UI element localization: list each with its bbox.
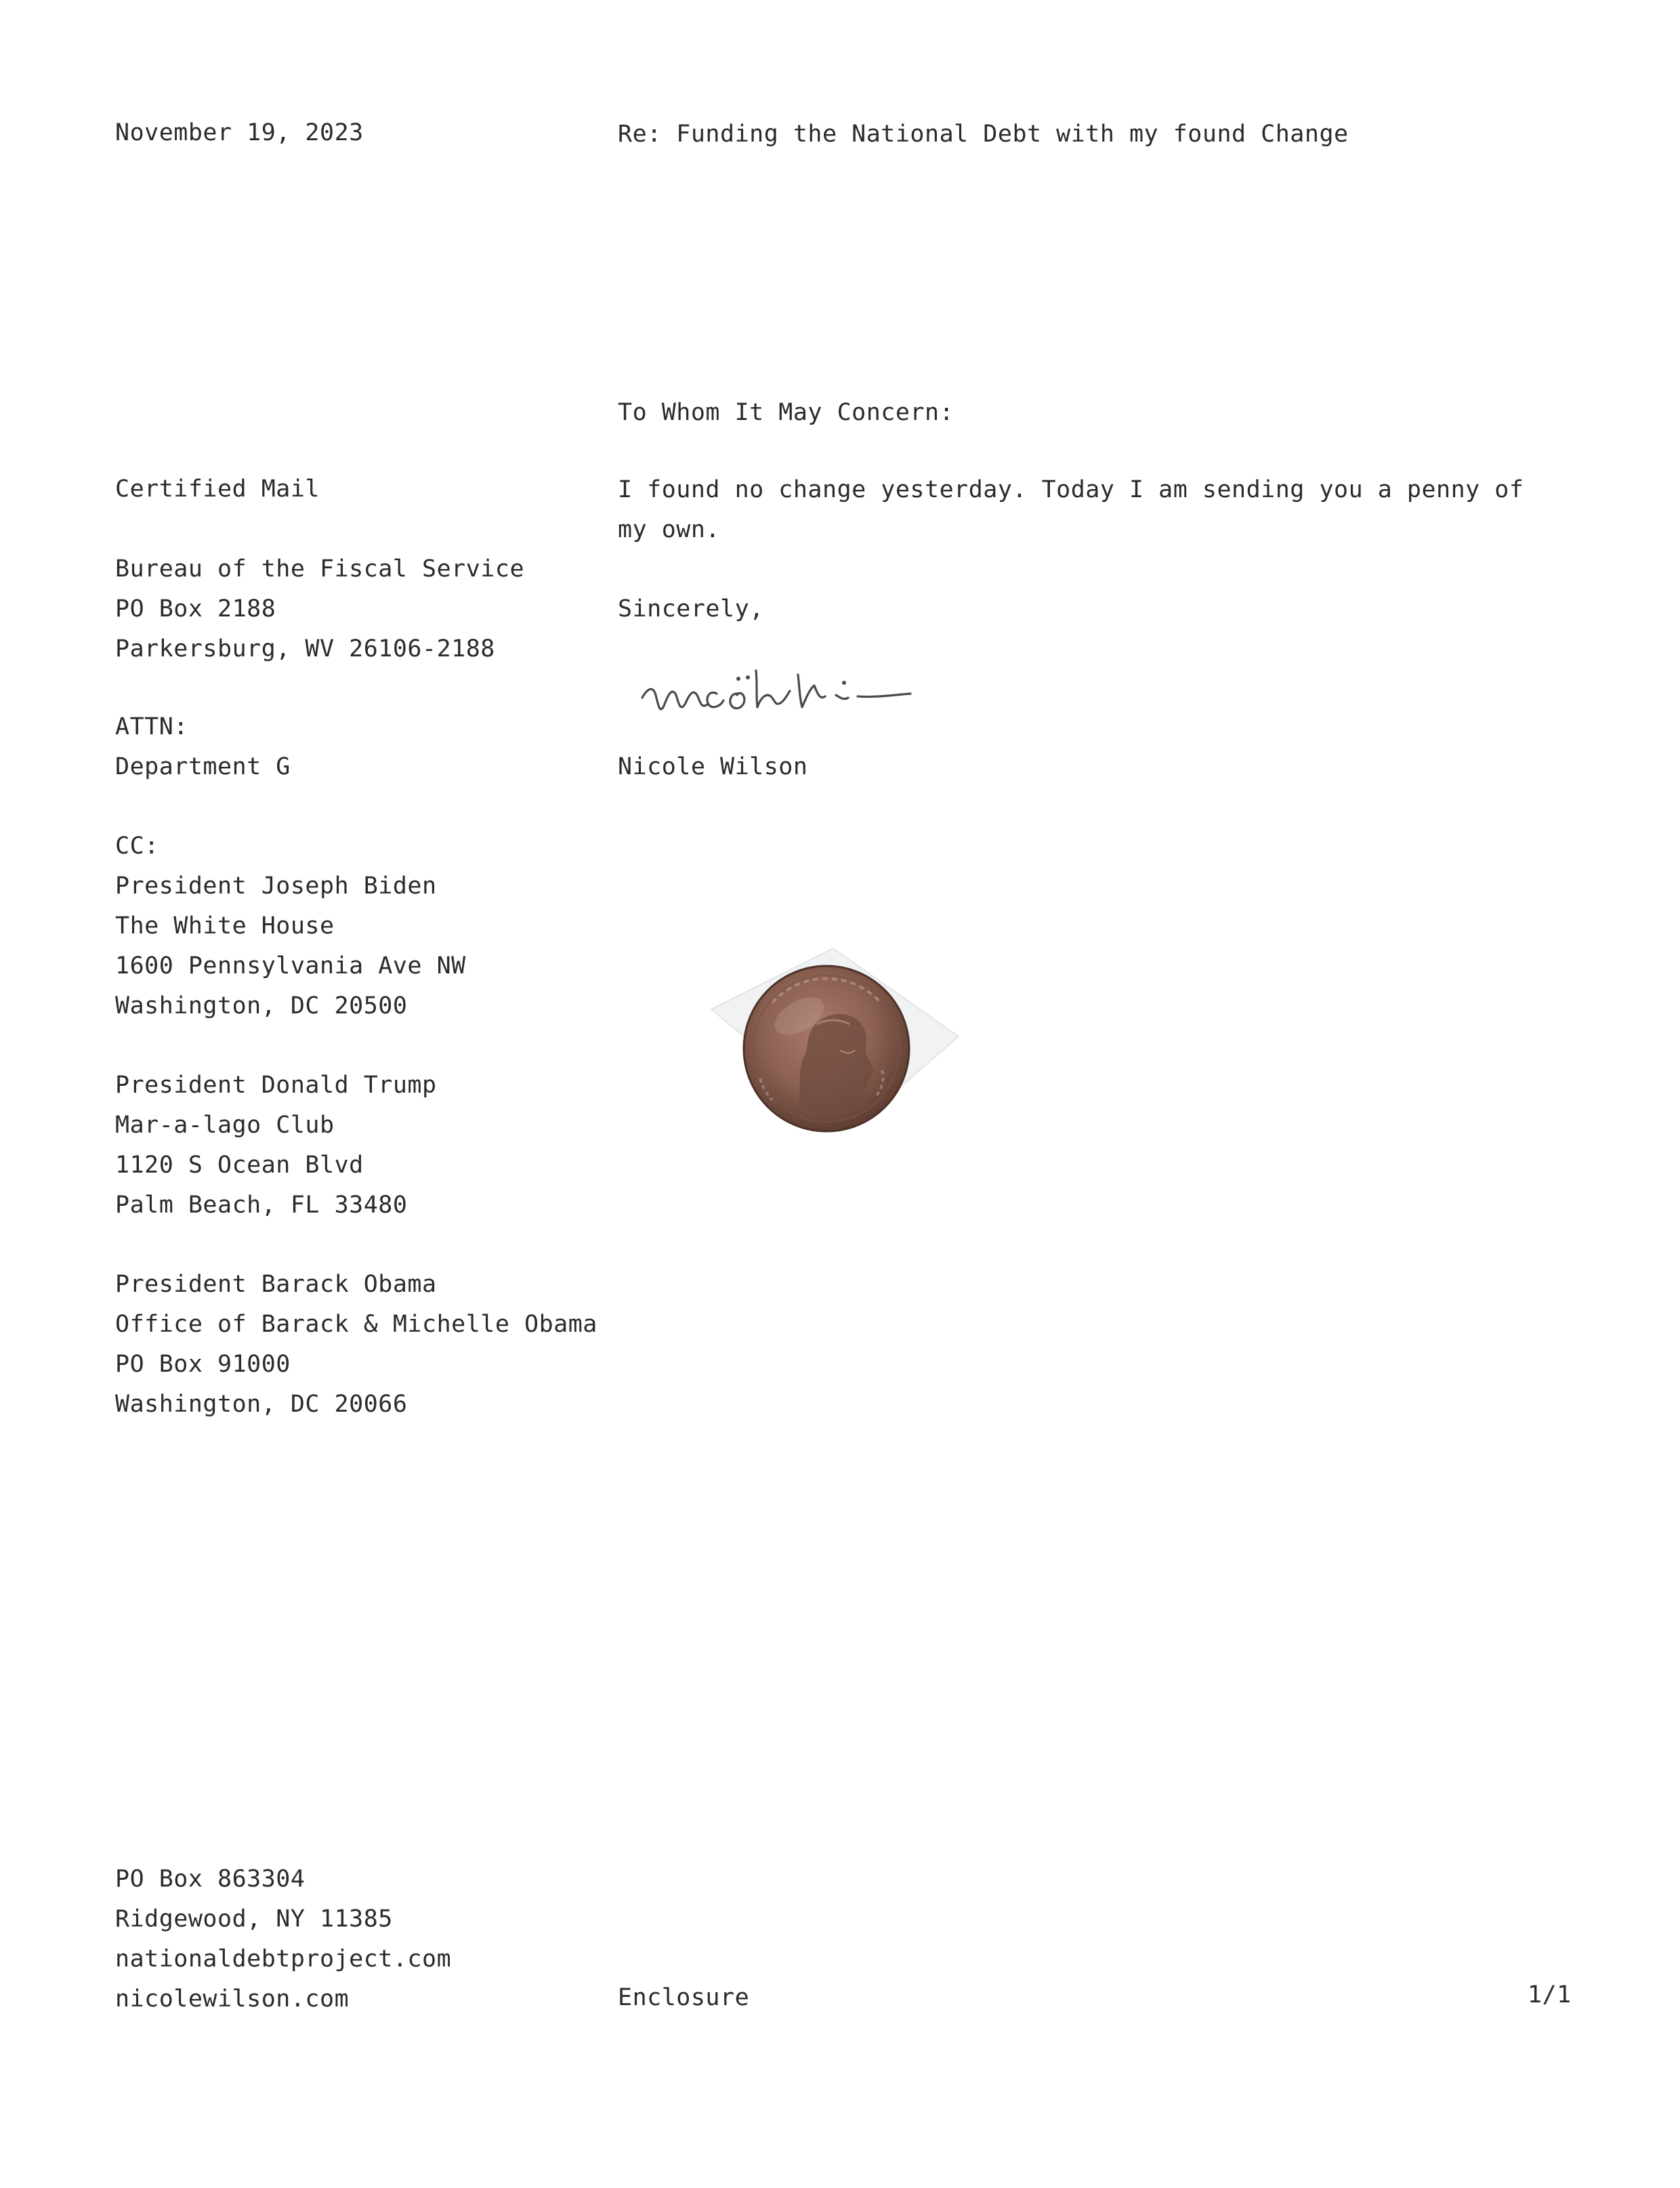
cc-line: Palm Beach, FL 33480 [115,1192,408,1219]
penny-coin-icon [698,935,969,1158]
sender-line: Ridgewood, NY 11385 [115,1906,393,1933]
letter-closing: Sincerely, [618,595,764,623]
cc-line: Washington, DC 20066 [115,1391,408,1418]
sender-website-link: nicolewilson.com [115,1985,350,2013]
cc-block [115,826,597,1425]
enclosure-note: Enclosure [618,1984,750,2011]
recipient-address [115,549,524,669]
attn-block [115,707,291,787]
cc-label: CC: [115,833,159,860]
letter-date: November 19, 2023 [115,119,364,146]
letter-body: I found no change yesterday. Today I am sending you a penny of my own. [618,476,1524,543]
cc-line: Mar-a-lago Club [115,1112,335,1139]
sender-website-link: nationaldebtproject.com [115,1945,452,1973]
sender-address [115,1859,451,2019]
page-number: 1/1 [1528,1981,1572,2008]
cc-line: 1120 S Ocean Blvd [115,1152,364,1179]
delivery-method: Certified Mail [115,476,320,503]
signer-name: Nicole Wilson [618,753,808,780]
cc-line: President Joseph Biden [115,872,437,900]
cc-line: President Barack Obama [115,1271,437,1298]
letter-subject: Re: Funding the National Debt with my found Change [618,121,1349,148]
letter-salutation: To Whom It May Concern: [618,399,954,426]
handwritten-signature [637,656,975,730]
cc-line: PO Box 91000 [115,1351,291,1378]
sender-line: PO Box 863304 [115,1866,306,1893]
recipient-line: Bureau of the Fiscal Service [115,555,525,583]
cc-line: 1600 Pennsylvania Ave NW [115,952,466,980]
attn-department: Department G [115,753,291,780]
cc-line: Office of Barack & Michelle Obama [115,1311,597,1338]
recipient-line: Parkersburg, WV 26106-2188 [115,635,495,662]
cc-line: The White House [115,912,335,940]
recipient-line: PO Box 2188 [115,595,276,623]
cc-line: Washington, DC 20500 [115,992,408,1019]
attn-label: ATTN: [115,713,188,740]
cc-line: President Donald Trump [115,1072,437,1099]
